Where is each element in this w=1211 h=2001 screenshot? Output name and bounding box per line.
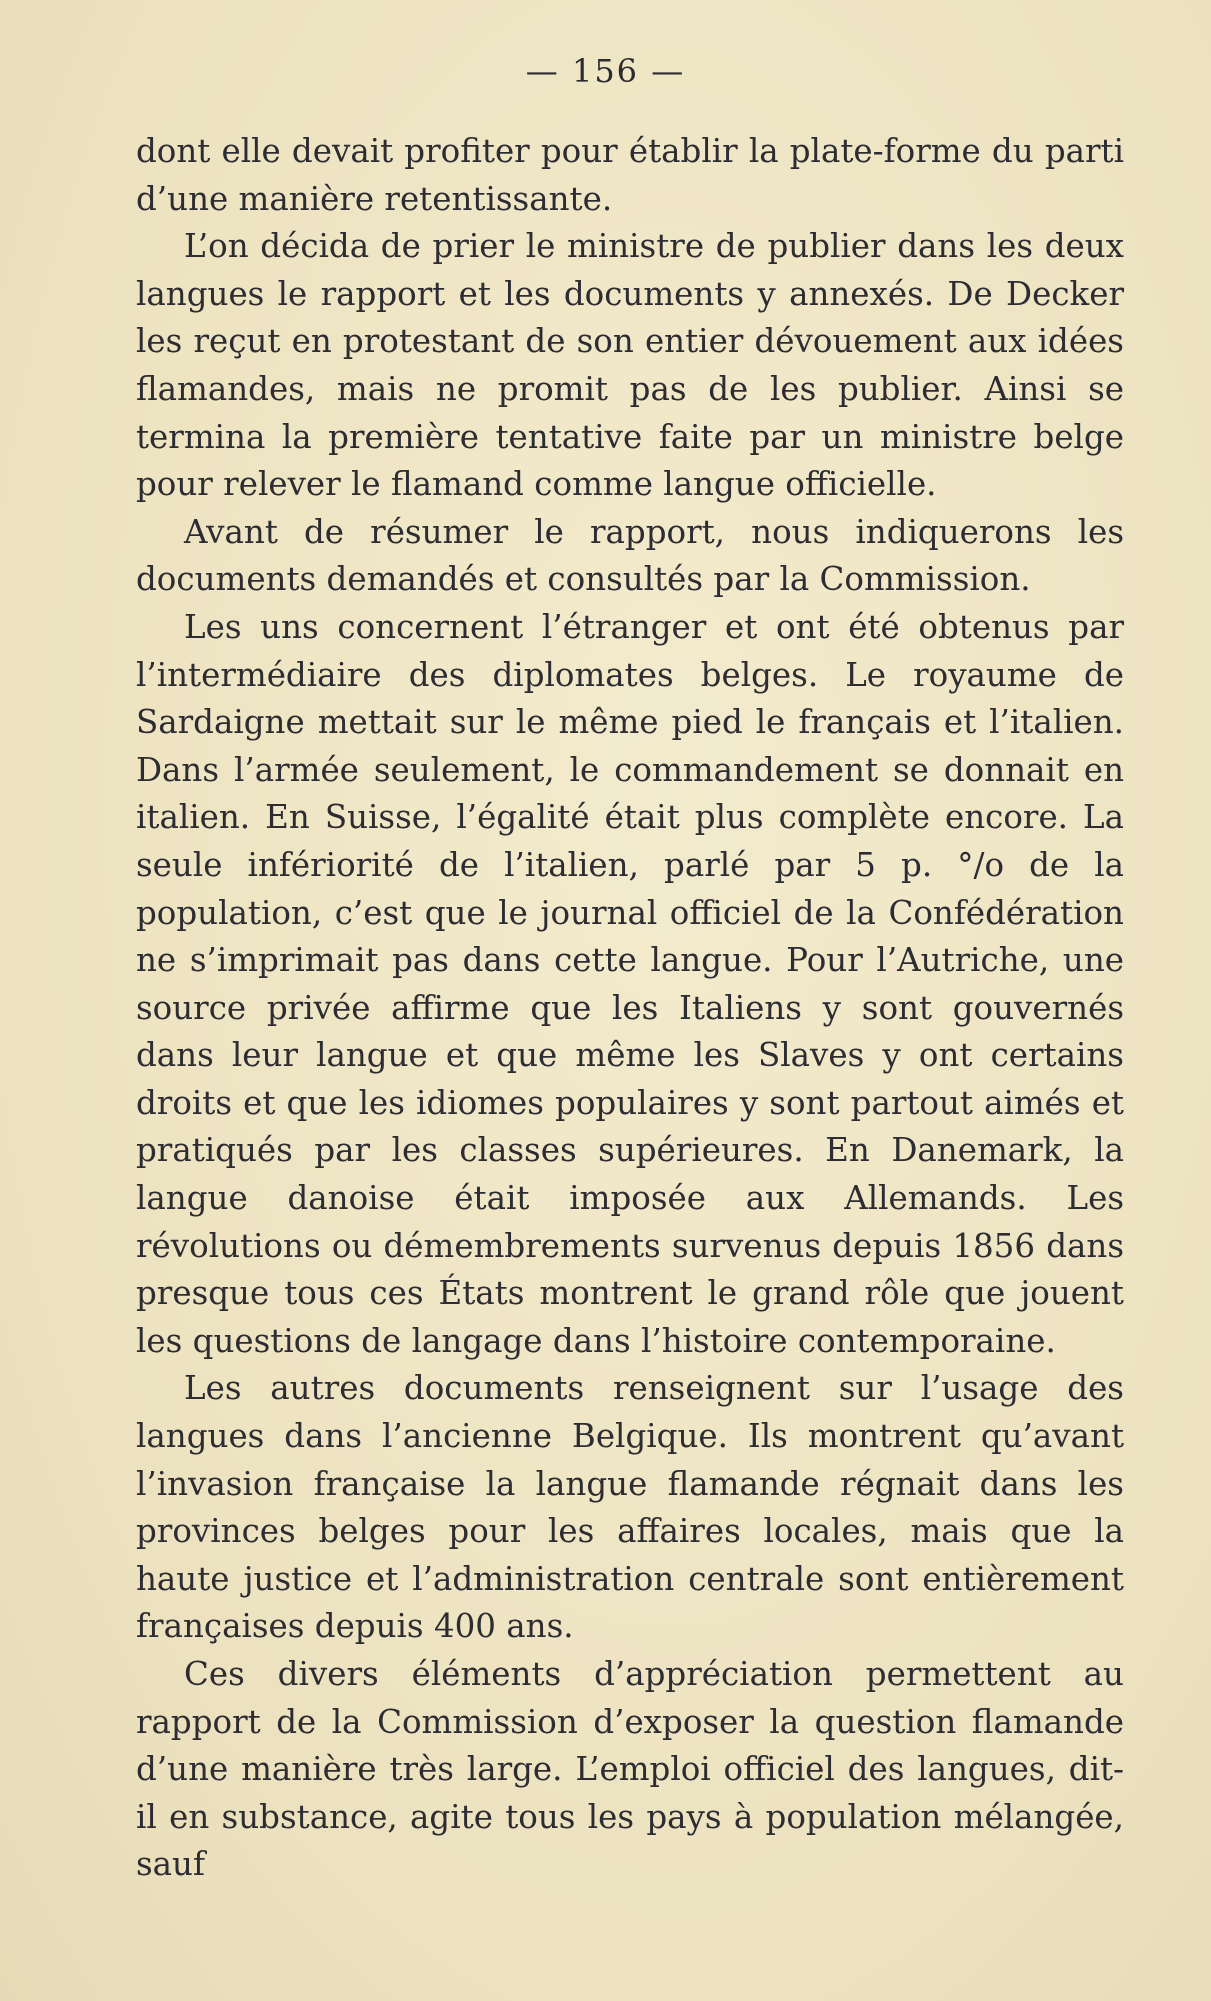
paragraph-1: dont elle devait profiter pour établir la plate-forme du parti d’une manière retentissante. bbox=[136, 132, 1124, 218]
body-text bbox=[136, 128, 1124, 1889]
paragraph-5: Les autres documents renseignent sur l’usage des langues dans l’ancienne Belgique. Ils montrent qu’avant l’invasion française la langue flamande régnait dans les provinces belges pour les affaires locales, mais que la haute justice et l’administration centrale sont entièrement françaises depuis 400 ans. bbox=[136, 1369, 1124, 1646]
paragraph-6: Ces divers éléments d’appréciation permettent au rapport de la Commission d’exposer la question flamande d’une manière très large. L’emploi officiel des langues, dit-il en substance, agite tous les pays à population mélangée, sauf bbox=[136, 1655, 1124, 1884]
paragraph-3: Avant de résumer le rapport, nous indiquerons les documents demandés et consultés par la Commission. bbox=[136, 512, 1124, 599]
paragraph-2: L’on décida de prier le ministre de publier dans les deux langues le rapport et les documents y annexés. De Decker les reçut en protestant de son entier dévouement aux idées flamandes, mais ne promit pas de les publier. Ainsi se termina la première tentative faite par un ministre belge pour relever le flamand comme langue officielle. bbox=[136, 227, 1124, 504]
paragraph-4: Les uns concernent l’étranger et ont été obtenus par l’intermédiaire des diplomates belges. Le royaume de Sardaigne mettait sur le même pied le français et l’italien. Dans l’armée seulement, le commandement se donnait en italien. En Suisse, l’égalité était plus complète encore. La seule infériorité de l’italien, parlé par 5 p. °/o de la population, c’est que le journal officiel de la Confédération ne s’imprimait pas dans cette langue. Pour l’Autriche, une source privée affirme que les Italiens y sont gouvernés dans leur langue et que même les Slaves y ont certains droits et que les idiomes populaires y sont partout aimés et pratiqués par les classes supérieures. En Danemark, la langue danoise était imposée aux Allemands. Les révolutions ou démembrements survenus depuis 1856 dans presque tous ces États montrent le grand rôle que jouent les questions de langage dans l’histoire contemporaine. bbox=[136, 607, 1124, 1360]
page-number: — 156 — bbox=[525, 52, 686, 90]
